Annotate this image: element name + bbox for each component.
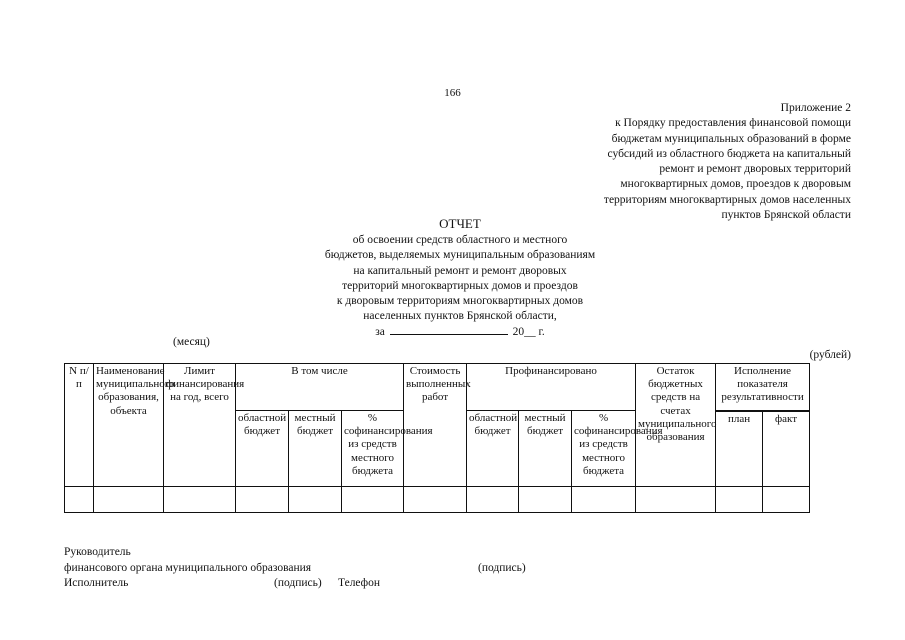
report-title: ОТЧЕТ	[439, 216, 481, 231]
footer-head-line2: финансового органа муниципального образования	[64, 562, 312, 574]
header-cofinancing: % софинансирования из средств местного бюджета	[342, 411, 404, 487]
footer-executor: Исполнитель	[64, 577, 129, 589]
header-including: В том числе	[236, 364, 404, 411]
appendix-line: ремонт и ремонт дворовых территорий	[659, 163, 851, 176]
header-performance: Исполнение показателя результативности	[716, 364, 810, 411]
header-plan: план	[716, 412, 763, 487]
appendix-block	[604, 101, 851, 223]
appendix-line: бюджетам муниципальных образований в форме	[611, 132, 851, 145]
table-cell[interactable]	[236, 487, 289, 513]
appendix-line: многоквартирных домов, проездов к дворовым	[620, 178, 851, 191]
header-balance: Остаток бюджетных средств на счетах муниципального образования	[636, 364, 716, 487]
table-cell[interactable]	[342, 487, 404, 513]
header-fin-local: местный бюджет	[519, 411, 572, 487]
header-fin-cofinancing: % софинансирования из средств местного бюджета	[572, 411, 636, 487]
table-cell[interactable]	[164, 487, 236, 513]
period-year: 20__ г.	[512, 325, 545, 338]
footer-signature-1: (подпись)	[478, 562, 526, 574]
header-financed: Профинансировано	[467, 364, 636, 411]
table-cell[interactable]	[467, 487, 519, 513]
appendix-title: Приложение 2	[780, 102, 851, 114]
subtitle-line: на капитальный ремонт и ремонт дворовых	[353, 264, 567, 277]
footer-signature-2: (подпись)	[274, 577, 322, 589]
month-label: (месяц)	[173, 336, 210, 348]
table-cell[interactable]	[289, 487, 342, 513]
footer-head-line1: Руководитель	[64, 546, 131, 558]
header-cost-done: Стоимость выполненных работ	[404, 364, 467, 487]
subtitle-line: населенных пунктов Брянской области,	[363, 310, 557, 323]
subtitle-line: бюджетов, выделяемых муниципальным образованиям	[324, 249, 596, 262]
table-cell[interactable]	[763, 487, 810, 513]
footer-phone: Телефон	[338, 577, 381, 589]
header-fact: факт	[763, 412, 810, 487]
subtitle-line: к дворовым территориям многоквартирных домов	[336, 295, 584, 308]
table-cell[interactable]	[716, 487, 763, 513]
appendix-line: пунктов Брянской области	[721, 209, 851, 222]
appendix-line: субсидий из областного бюджета на капитальный	[607, 147, 851, 160]
period-prefix: за	[375, 325, 385, 338]
header-num: N п/п	[65, 364, 94, 487]
appendix-line: к Порядку предоставления финансовой помощи	[615, 117, 851, 130]
table-cell[interactable]	[404, 487, 467, 513]
header-name: Наименование муниципального образования, объекта	[94, 364, 164, 487]
header-limit: Лимит финансирования на год, всего	[164, 364, 236, 487]
subtitle-line: об освоении средств областного и местного	[352, 234, 568, 246]
subtitle-line: территорий многоквартирных домов и проездов	[342, 279, 578, 292]
header-regional-budget: областной бюджет	[236, 411, 289, 487]
table-cell[interactable]	[65, 487, 94, 513]
report-period	[230, 325, 690, 340]
table-row	[65, 487, 810, 513]
table-cell[interactable]	[519, 487, 572, 513]
appendix-line: территориям многоквартирных домов населенных	[603, 193, 851, 206]
table-cell[interactable]	[572, 487, 636, 513]
period-blank	[390, 325, 508, 335]
currency-label: (рублей)	[809, 349, 851, 361]
page-number: 166	[444, 87, 461, 99]
header-local-budget: местный бюджет	[289, 411, 342, 487]
header-fin-regional: областной бюджет	[467, 411, 519, 487]
report-subtitle	[230, 233, 690, 340]
report-table	[64, 363, 810, 513]
table-cell[interactable]	[636, 487, 716, 513]
table-cell[interactable]	[94, 487, 164, 513]
